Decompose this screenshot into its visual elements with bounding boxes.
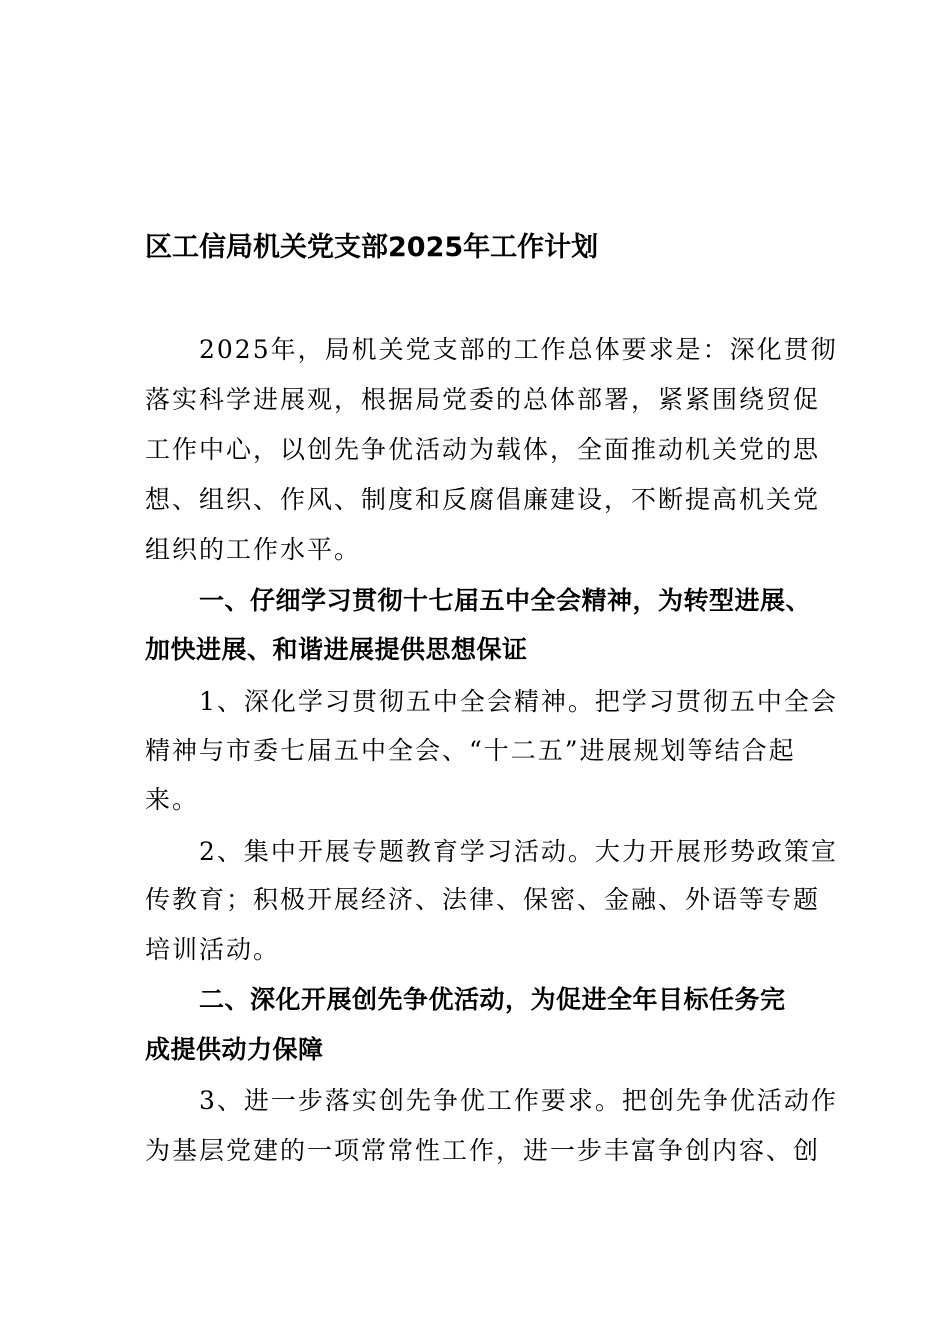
- paragraph-line: 落实科学进展观，根据局党委的总体部署，紧紧围绕贸促: [145, 385, 821, 414]
- paragraph-line: 工作中心，以创先争优活动为载体，全面推动机关党的思: [145, 435, 821, 464]
- paragraph-line: 2025年，局机关党支部的工作总体要求是：深化贯彻: [199, 335, 838, 364]
- paragraph-line: 培训活动。: [145, 935, 281, 964]
- paragraph-line: 精神与市委七届五中全会、“十二五”进展规划等结合起: [145, 736, 796, 765]
- paragraph-line: 传教育；积极开展经济、法律、保密、金融、外语等专题: [145, 885, 821, 914]
- paragraph-line: 来。: [145, 785, 200, 814]
- paragraph-line: 3、进一步落实创先争优工作要求。把创先争优活动作: [199, 1086, 838, 1115]
- section-heading-line: 加快进展、和谐进展提供思想保证: [145, 635, 528, 664]
- paragraph-line: 2、集中开展专题教育学习活动。大力开展形势政策宣: [199, 837, 838, 866]
- paragraph-line: 1、深化学习贯彻五中全会精神。把学习贯彻五中全会: [199, 687, 838, 716]
- paragraph-line: 想、组织、作风、制度和反腐倡廉建设，不断提高机关党: [145, 485, 821, 514]
- document-title: 区工信局机关党支部2025年工作计划: [145, 232, 599, 263]
- section-heading-line: 一、仔细学习贯彻十七届五中全会精神，为转型进展、: [199, 586, 812, 615]
- paragraph-line: 组织的工作水平。: [145, 535, 362, 564]
- section-heading-line: 成提供动力保障: [145, 1035, 324, 1064]
- paragraph-line: 为基层党建的一项常常性工作，进一步丰富争创内容、创: [145, 1136, 821, 1165]
- section-heading-line: 二、深化开展创先争优活动，为促进全年目标任务完: [199, 985, 786, 1014]
